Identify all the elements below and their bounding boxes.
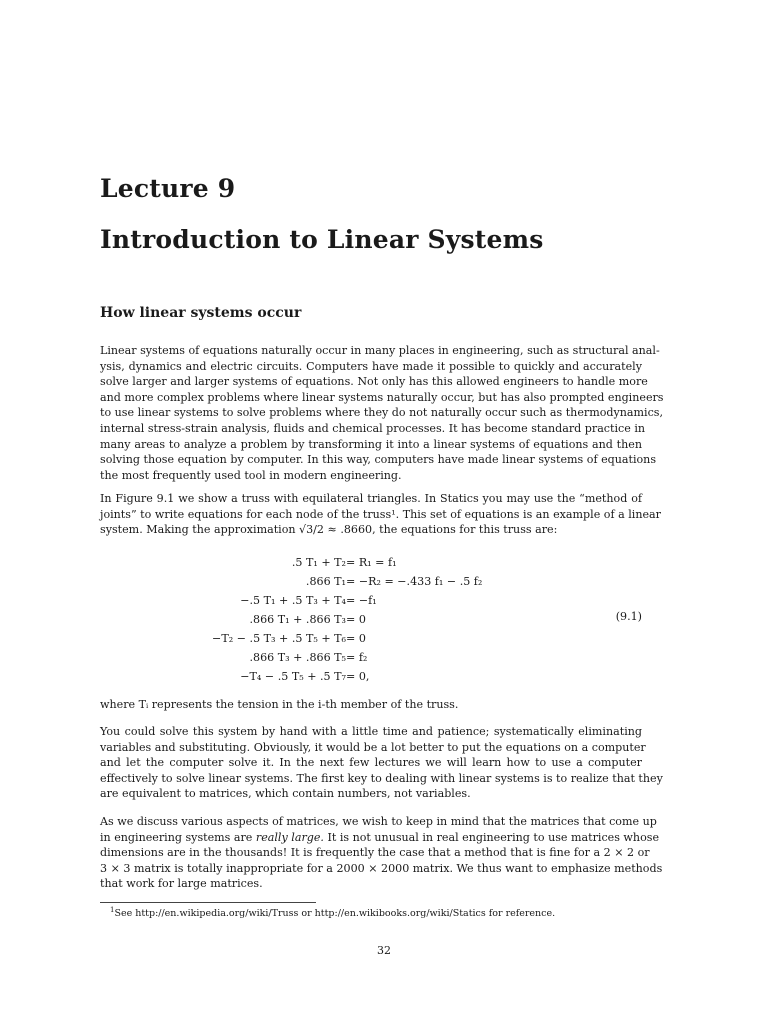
text-line: In Figure 9.1 we show a truss with equilateral triangles. In Statics you may use the “method of [100,492,642,505]
footnote-text: See http://en.wikipedia.org/wiki/Truss or http://en.wikibooks.org/wiki/Statics for reference. [114,908,556,920]
text-line: that work for large matrices. [100,877,263,891]
text-line [100,830,660,846]
lecture-number: Lecture 9 [100,174,236,203]
section-heading: How linear systems occur [100,305,302,321]
text-line: system. Making the approximation √3/2 ≈ .8660, the equations for this truss are: [100,523,558,537]
equation-lhs: −T₂ − .5 T₃ + .5 T₅ + T₆ [212,632,346,645]
text-line: effectively to solve linear systems. The first key to dealing with linear systems is to realize that they [100,771,663,785]
equation-row [100,572,642,591]
text-line: solving those equation by computer. In this way, computers have made linear systems of equations [100,453,657,467]
text-line: solve larger and larger systems of equations. Not only has this allowed engineers to handle more [100,375,648,389]
text-line: ysis, dynamics and electric circuits. Computers have made it possible to quickly and accurately [100,359,642,373]
text-line: variables and substituting. Obviously, it would be a lot better to put the equations on a computer [100,740,646,754]
equation-rhs: = R₁ = f₁ [346,556,397,569]
equation-rhs: = −R₂ = −.433 f₁ − .5 f₂ [346,575,483,588]
equation-lhs: .866 T₁ + .866 T₃ [249,613,346,626]
text-line: to use linear systems to solve problems where they do not naturally occur such as thermodynamics, [100,406,664,420]
emphasis-text: really large. [255,830,324,844]
text-line: and more complex problems where linear systems naturally occur, but has also prompted engineers [100,390,664,404]
text-line: joints” to write equations for each node of the truss¹. This set of equations is an example of a linear [100,507,661,521]
text-line: 3 × 3 matrix is totally inappropriate for a 2000 × 2000 matrix. We thus want to emphasize methods [100,861,663,875]
equation-row [100,591,642,610]
equation-rhs: = −f₁ [346,594,377,607]
paragraph-large-matrices [100,814,663,892]
paragraph-solve [100,724,663,802]
equation-row [100,629,642,648]
text-line: internal stress-strain analysis, fluids and chemical processes. It has become standard practice in [100,421,646,435]
footnote-divider [100,902,316,903]
text-fragment: It is not unusual in real engineering to use matrices whose [323,830,660,844]
text-line: As we discuss various aspects of matrices, we wish to keep in mind that the matrices that come up [100,815,657,828]
paragraph-intro [100,343,664,483]
page-number: 32 [377,944,391,957]
equation-lhs: .866 T₃ + .866 T₅ [249,651,346,664]
equation-rhs: = f₂ [346,651,368,664]
text-line: where Tᵢ represents the tension in the i-th member of the truss. [100,698,459,711]
equation-number: (9.1) [615,610,642,623]
paragraph-truss [100,491,661,538]
paragraph-tension-note [100,697,642,713]
equation-row [100,553,642,572]
equation-lhs: .5 T₁ + T₂ [291,556,346,569]
equation-lhs: −.5 T₁ + .5 T₃ + T₄ [240,594,346,607]
text-line: You could solve this system by hand with a little time and patience; systematically eliminating [100,725,642,738]
equation-row [100,610,642,629]
equation-row [100,648,642,667]
text-line: many areas to analyze a problem by transforming it into a linear systems of equations and then [100,437,642,451]
text-line: Linear systems of equations naturally occur in many places in engineering, such as structural anal- [100,344,660,357]
text-line: and let the computer solve it. In the next few lectures we will learn how to use a computer [100,756,642,770]
footnote [110,906,555,919]
equation-lhs: .866 T₁ [305,575,346,588]
text-line: dimensions are in the thousands! It is frequently the case that a method that is fine for a 2 × 2 or [100,846,650,860]
equation-row [100,667,642,686]
equation-rhs: = 0, [346,670,370,683]
equation-rhs: = 0 [346,613,366,626]
equation-system [100,553,642,686]
equation-lhs: −T₄ − .5 T₅ + .5 T₇ [240,670,346,683]
equation-rhs: = 0 [346,632,366,645]
footnote-marker: 1 [110,906,115,914]
text-fragment: in engineering systems are [100,830,256,844]
lecture-title: Introduction to Linear Systems [100,225,544,254]
text-line: the most frequently used tool in modern engineering. [100,468,402,482]
text-line: are equivalent to matrices, which contain numbers, not variables. [100,787,471,801]
